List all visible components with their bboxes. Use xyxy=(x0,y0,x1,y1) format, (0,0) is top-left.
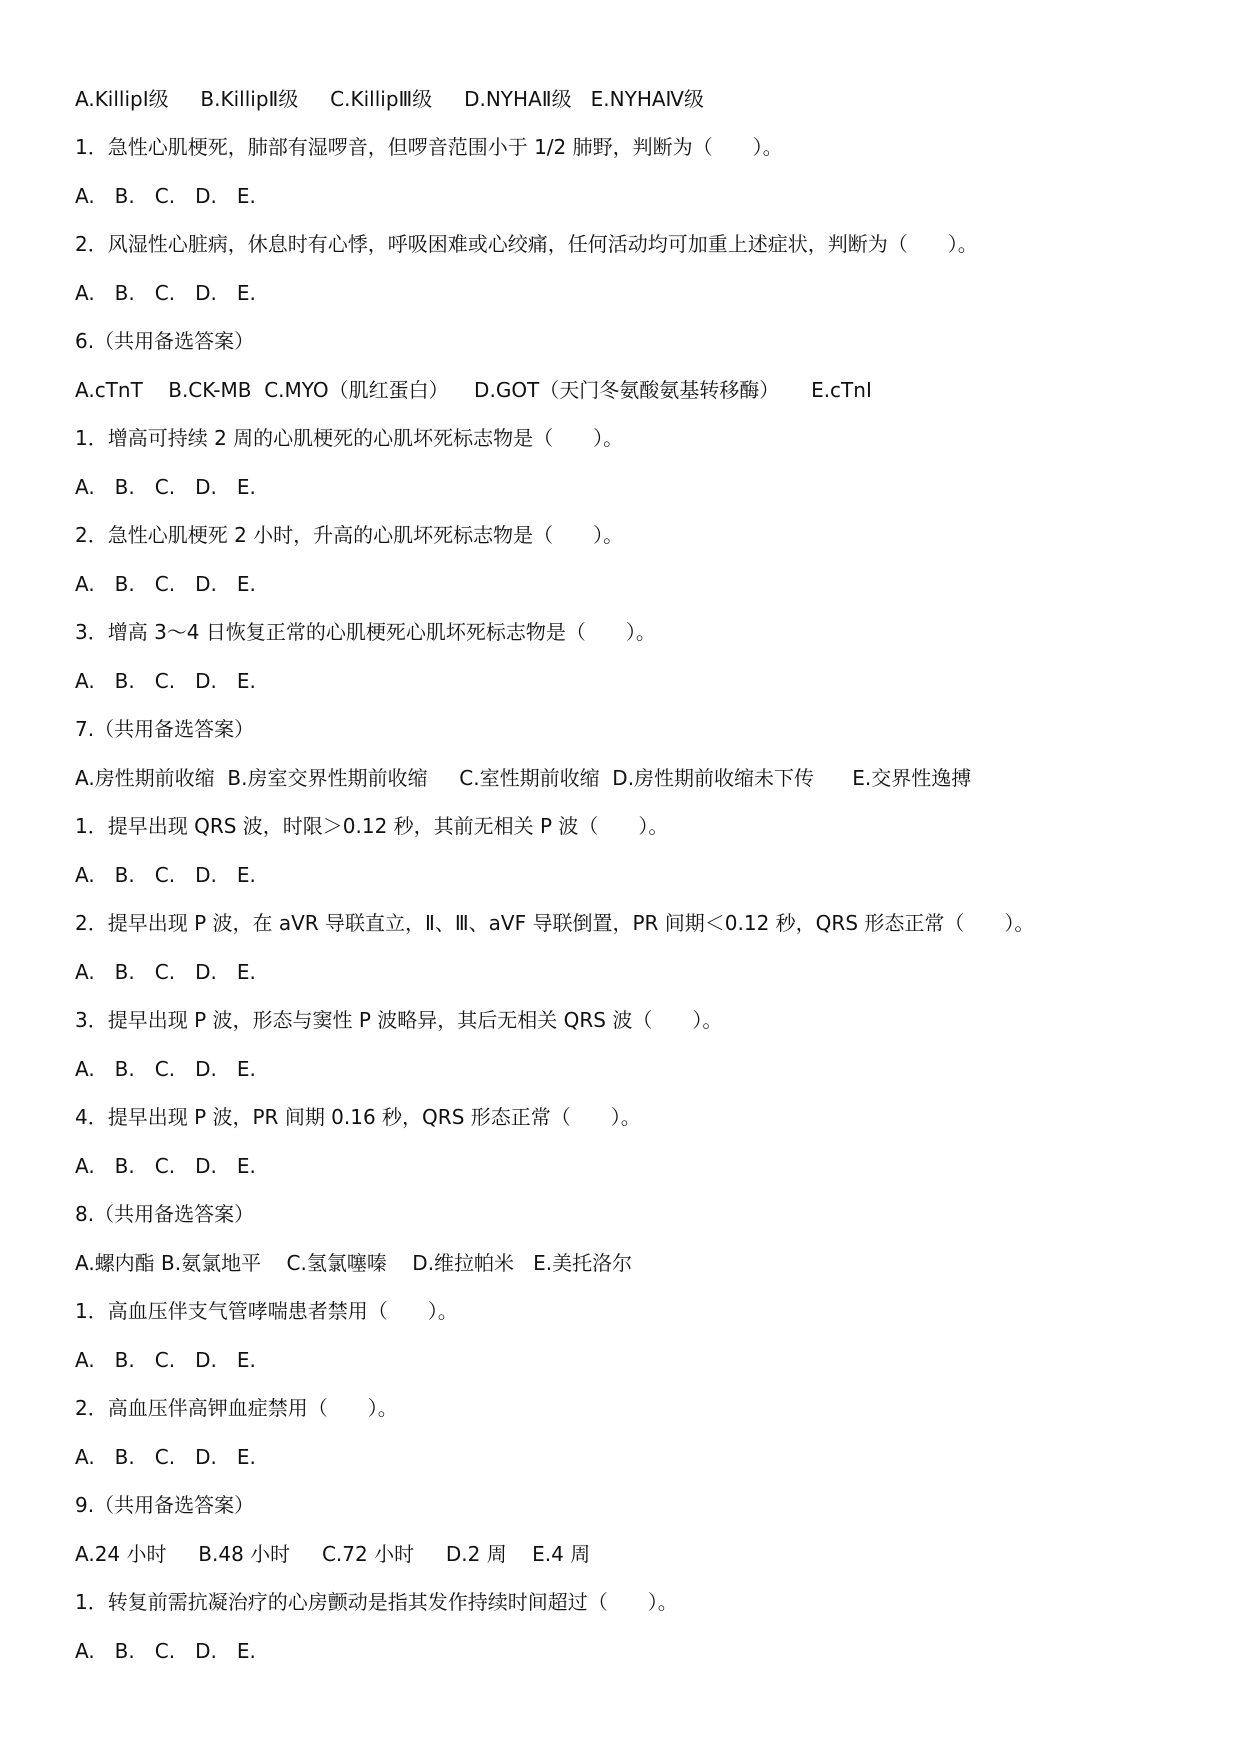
choice-letters-line: A. B. C. D. E. xyxy=(75,960,256,984)
question-line: 3．提早出现 P 波，形态与窦性 P 波略异，其后无相关 QRS 波（ ）。 xyxy=(75,1008,723,1032)
choice-letters-line: A. B. C. D. E. xyxy=(75,1154,256,1178)
question-line: 1．转复前需抗凝治疗的心房颤动是指其发作持续时间超过（ ）。 xyxy=(75,1590,678,1614)
question-line: 2．高血压伴高钾血症禁用（ ）。 xyxy=(75,1396,398,1420)
answer-options-line: A.螺内酯 B.氨氯地平 C.氢氯噻嗪 D.维拉帕米 E.美托洛尔 xyxy=(75,1251,633,1275)
answer-options-line: A.房性期前收缩 B.房室交界性期前收缩 C.室性期前收缩 D.房性期前收缩未下传 E.交界性逸搏 xyxy=(75,766,972,790)
question-line: 1．提早出现 QRS 波，时限＞0.12 秒，其前无相关 P 波（ ）。 xyxy=(75,814,669,838)
answer-options-line: A.KillipⅠ级 B.KillipⅡ级 C.KillipⅢ级 D.NYHAⅡ级 E.NYHAⅣ级 xyxy=(75,87,705,111)
choice-letters-line: A. B. C. D. E. xyxy=(75,1348,256,1372)
choice-letters-line: A. B. C. D. E. xyxy=(75,1639,256,1663)
choice-letters-line: A. B. C. D. E. xyxy=(75,1057,256,1081)
question-line: 1．增高可持续 2 周的心肌梗死的心肌坏死标志物是（ ）。 xyxy=(75,426,624,450)
choice-letters-line: A. B. C. D. E. xyxy=(75,281,256,305)
section-heading: 8.（共用备选答案） xyxy=(75,1202,255,1226)
question-line: 3．增高 3～4 日恢复正常的心肌梗死心肌坏死标志物是（ ）。 xyxy=(75,620,656,644)
question-line: 4．提早出现 P 波，PR 间期 0.16 秒，QRS 形态正常（ ）。 xyxy=(75,1105,641,1129)
choice-letters-line: A. B. C. D. E. xyxy=(75,669,256,693)
answer-options-line: A.cTnT B.CK-MB C.MYO（肌红蛋白） D.GOT（天门冬氨酸氨基转移酶） E.cTnI xyxy=(75,378,872,402)
question-line: 1．急性心肌梗死，肺部有湿啰音，但啰音范围小于 1/2 肺野，判断为（ ）。 xyxy=(75,135,783,159)
section-heading: 7.（共用备选答案） xyxy=(75,717,255,741)
choice-letters-line: A. B. C. D. E. xyxy=(75,184,256,208)
section-heading: 9.（共用备选答案） xyxy=(75,1493,255,1517)
section-heading: 6.（共用备选答案） xyxy=(75,329,255,353)
question-line: 2．风湿性心脏病，休息时有心悸，呼吸困难或心绞痛，任何活动均可加重上述症状，判断为（ ）。 xyxy=(75,232,978,256)
answer-options-line: A.24 小时 B.48 小时 C.72 小时 D.2 周 E.4 周 xyxy=(75,1542,591,1566)
choice-letters-line: A. B. C. D. E. xyxy=(75,1445,256,1469)
choice-letters-line: A. B. C. D. E. xyxy=(75,863,256,887)
question-line: 2．急性心肌梗死 2 小时，升高的心肌坏死标志物是（ ）。 xyxy=(75,523,624,547)
question-line: 2．提早出现 P 波，在 aVR 导联直立，Ⅱ、Ⅲ、aVF 导联倒置，PR 间期＜0.12 秒，QRS 形态正常（ ）。 xyxy=(75,911,1035,935)
choice-letters-line: A. B. C. D. E. xyxy=(75,475,256,499)
choice-letters-line: A. B. C. D. E. xyxy=(75,572,256,596)
question-line: 1．高血压伴支气管哮喘患者禁用（ ）。 xyxy=(75,1299,458,1323)
